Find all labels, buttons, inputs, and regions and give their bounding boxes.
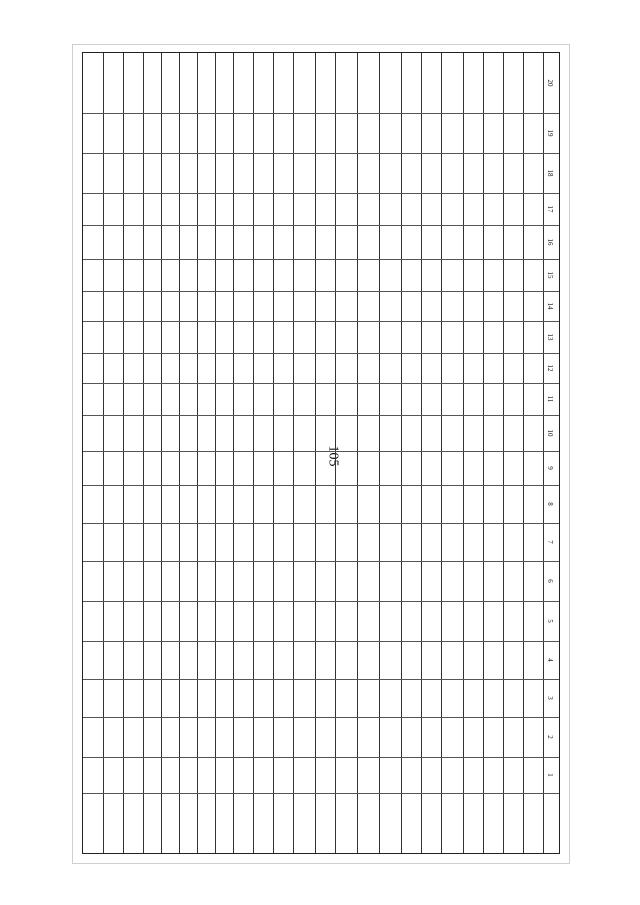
column-number: 5 [546,619,554,623]
row-separator [463,53,464,853]
row-separator [215,53,216,853]
column-number: 4 [546,658,554,662]
column-separator [83,383,559,384]
column-separator [83,451,559,452]
row-separator [379,53,380,853]
column-separator [83,321,559,322]
column-separator [83,641,559,642]
column-number: 13 [546,333,554,341]
column-separator [83,485,559,486]
column-separator [83,291,559,292]
column-separator [83,193,559,194]
row-separator [103,53,104,853]
column-number: 12 [546,364,554,372]
column-number: 14 [546,302,554,310]
row-separator [143,53,144,853]
column-number: 10 [546,429,554,437]
column-separator [83,561,559,562]
row-separator [503,53,504,853]
column-number: 17 [546,205,554,213]
row-separator [293,53,294,853]
row-separator [421,53,422,853]
row-separator [233,53,234,853]
column-number: 15 [546,271,554,279]
column-separator [83,601,559,602]
column-separator [83,523,559,524]
row-separator [523,53,524,853]
row-separator [483,53,484,853]
column-number: 18 [546,169,554,177]
row-separator [161,53,162,853]
row-separator [123,53,124,853]
column-separator [83,679,559,680]
column-number: 11 [546,395,554,403]
row-separator [315,53,316,853]
column-number: 20 [546,79,554,87]
column-number: 6 [546,579,554,583]
row-separator [441,53,442,853]
column-separator [83,113,559,114]
row-separator [401,53,402,853]
column-separator [83,259,559,260]
page-number: 105 [325,445,341,467]
row-separator [179,53,180,853]
row-separator [197,53,198,853]
column-separator [83,793,559,794]
column-separator [83,353,559,354]
column-number: 7 [546,540,554,544]
column-number: 8 [546,502,554,506]
row-separator [335,53,336,853]
column-number: 19 [546,129,554,137]
row-separator [253,53,254,853]
column-number: 3 [546,696,554,700]
row-separator [273,53,274,853]
column-separator [83,415,559,416]
budget-table [82,52,560,854]
column-number: 9 [546,466,554,470]
column-separator [83,757,559,758]
column-number: 2 [546,735,554,739]
column-number: 1 [546,773,554,777]
row-separator [357,53,358,853]
column-number: 16 [546,238,554,246]
column-separator [83,153,559,154]
column-separator [83,225,559,226]
column-separator [83,717,559,718]
